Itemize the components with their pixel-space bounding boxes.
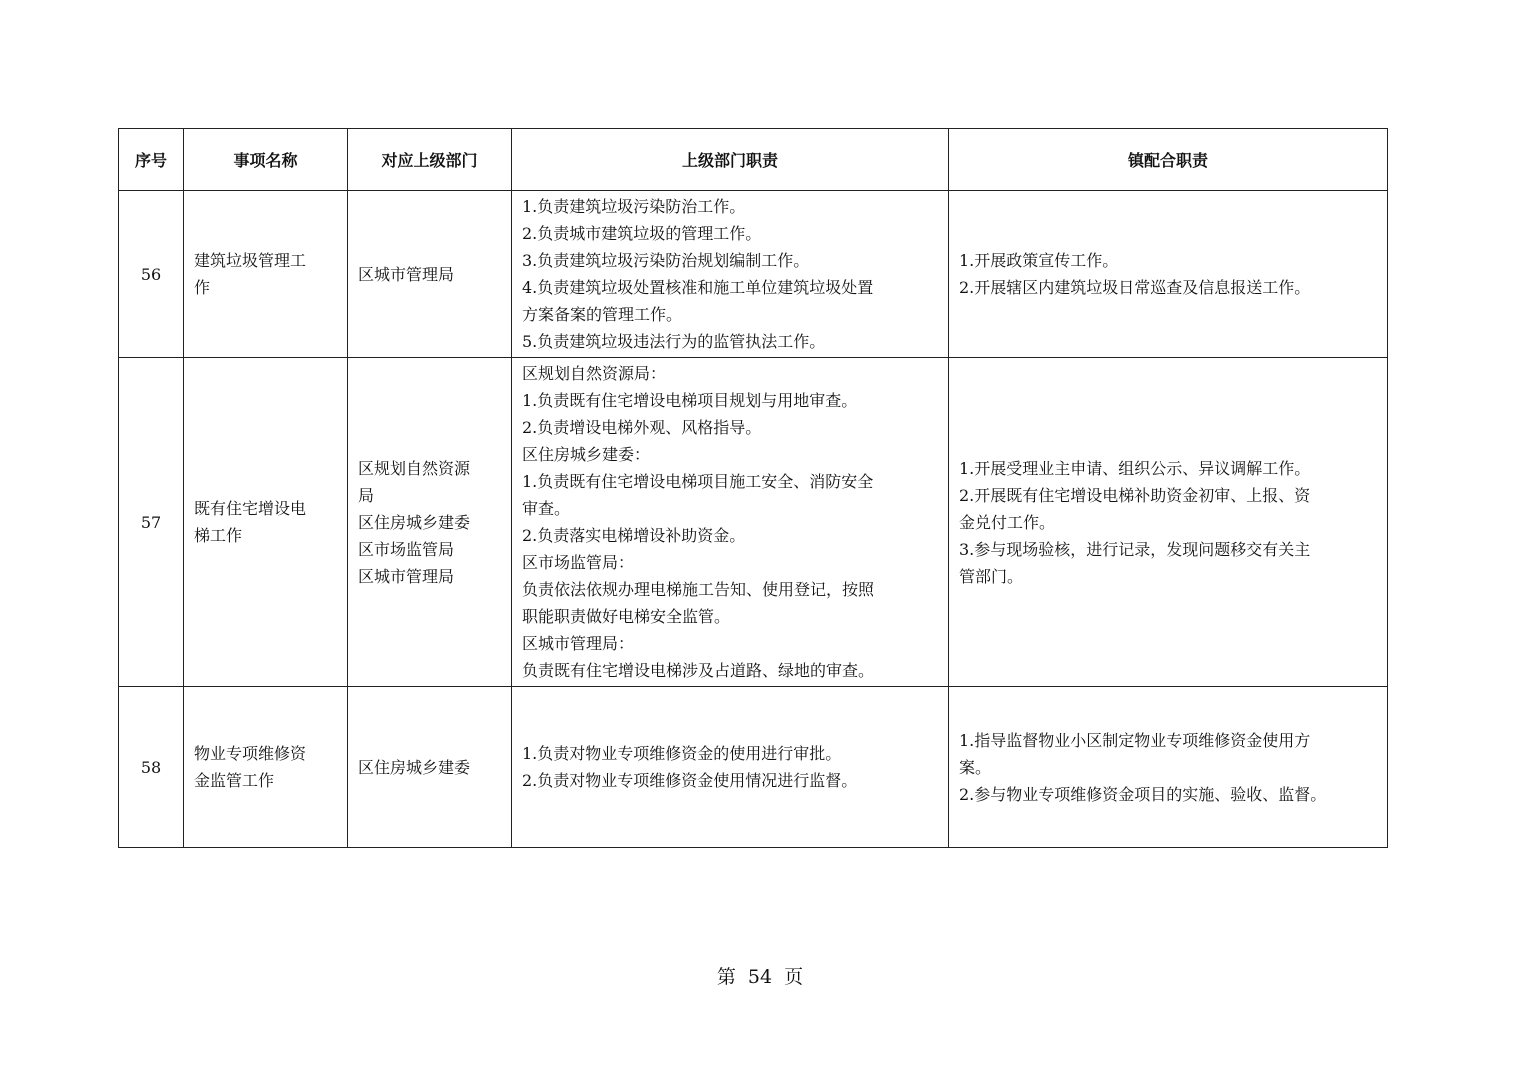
table-row: [119, 687, 1388, 848]
table-row: [119, 358, 1388, 687]
page-number: 第 54 页: [716, 966, 804, 988]
upper-dept: 区住房城乡建委: [348, 687, 512, 848]
row-number: 58: [119, 687, 184, 848]
header-serial: 序号: [119, 129, 184, 191]
header-town-duty: 镇配合职责: [949, 129, 1388, 191]
town-duty: 1.开展受理业主申请、组织公示、异议调解工作。 2.开展既有住宅增设电梯补助资金初审、上报、资 金兑付工作。 3.参与现场验核，进行记录，发现问题移交有关主 管部门。: [949, 358, 1388, 687]
item-name: 既有住宅增设电 梯工作: [184, 358, 348, 687]
town-duty: 1.开展政策宣传工作。 2.开展辖区内建筑垃圾日常巡查及信息报送工作。: [949, 191, 1388, 358]
row-number: 57: [119, 358, 184, 687]
row-number: 56: [119, 191, 184, 358]
upper-dept: 区城市管理局: [348, 191, 512, 358]
upper-dept: 区规划自然资源 局 区住房城乡建委 区市场监管局 区城市管理局: [348, 358, 512, 687]
header-row: [119, 129, 1388, 191]
header-upper-dept: 对应上级部门: [348, 129, 512, 191]
upper-duty: 1.负责对物业专项维修资金的使用进行审批。 2.负责对物业专项维修资金使用情况进行监督。: [512, 687, 949, 848]
table-row: [119, 191, 1388, 358]
upper-duty: 1.负责建筑垃圾污染防治工作。 2.负责城市建筑垃圾的管理工作。 3.负责建筑垃圾污染防治规划编制工作。 4.负责建筑垃圾处置核准和施工单位建筑垃圾处置 方案备案的管理工作。 5.负责建筑垃圾违法行为的监管执法工作。: [512, 191, 949, 358]
town-duty: 1.指导监督物业小区制定物业专项维修资金使用方 案。 2.参与物业专项维修资金项目的实施、验收、监督。: [949, 687, 1388, 848]
duty-table: [118, 128, 1388, 848]
header-item-name: 事项名称: [184, 129, 348, 191]
item-name: 建筑垃圾管理工 作: [184, 191, 348, 358]
header-upper-duty: 上级部门职责: [512, 129, 949, 191]
upper-duty: 区规划自然资源局： 1.负责既有住宅增设电梯项目规划与用地审查。 2.负责增设电梯外观、风格指导。 区住房城乡建委： 1.负责既有住宅增设电梯项目施工安全、消防安全 审查。 2.负责落实电梯增设补助资金。 区市场监管局： 负责依法依规办理电梯施工告知、使用登记，按照 职能职责做好电梯安全监管。 区城市管理局： 负责既有住宅增设电梯涉及占道路、绿地的审查。: [512, 358, 949, 687]
item-name: 物业专项维修资 金监管工作: [184, 687, 348, 848]
